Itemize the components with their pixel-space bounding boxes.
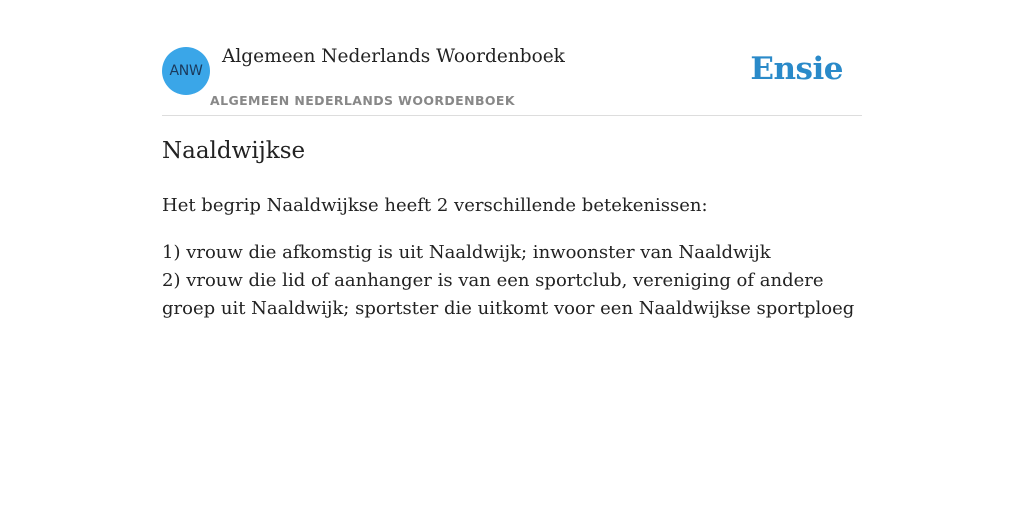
ensie-brand-link[interactable]: Ensie <box>750 51 843 87</box>
page-container <box>162 0 862 319</box>
dictionary-subtitle: ALGEMEEN NEDERLANDS WOORDENBOEK <box>210 93 515 108</box>
definition-item: 1) vrouw die afkomstig is uit Naaldwijk; inwoonster van Naaldwijk <box>162 242 771 263</box>
definitions-list <box>162 239 862 323</box>
entry-title: Naaldwijkse <box>162 138 306 164</box>
anw-logo-text: ANW <box>169 63 203 79</box>
anw-logo[interactable] <box>162 47 210 95</box>
entry-intro: Het begrip Naaldwijkse heeft 2 verschillende betekenissen: <box>162 195 708 216</box>
dictionary-title-link[interactable]: Algemeen Nederlands Woordenboek <box>222 46 565 67</box>
header <box>162 0 862 116</box>
definition-item: 2) vrouw die lid of aanhanger is van een sportclub, vereniging of andere groep uit Naaldwijk; sportster die uitkomt voor een Naaldwijkse sportploeg <box>162 270 855 319</box>
